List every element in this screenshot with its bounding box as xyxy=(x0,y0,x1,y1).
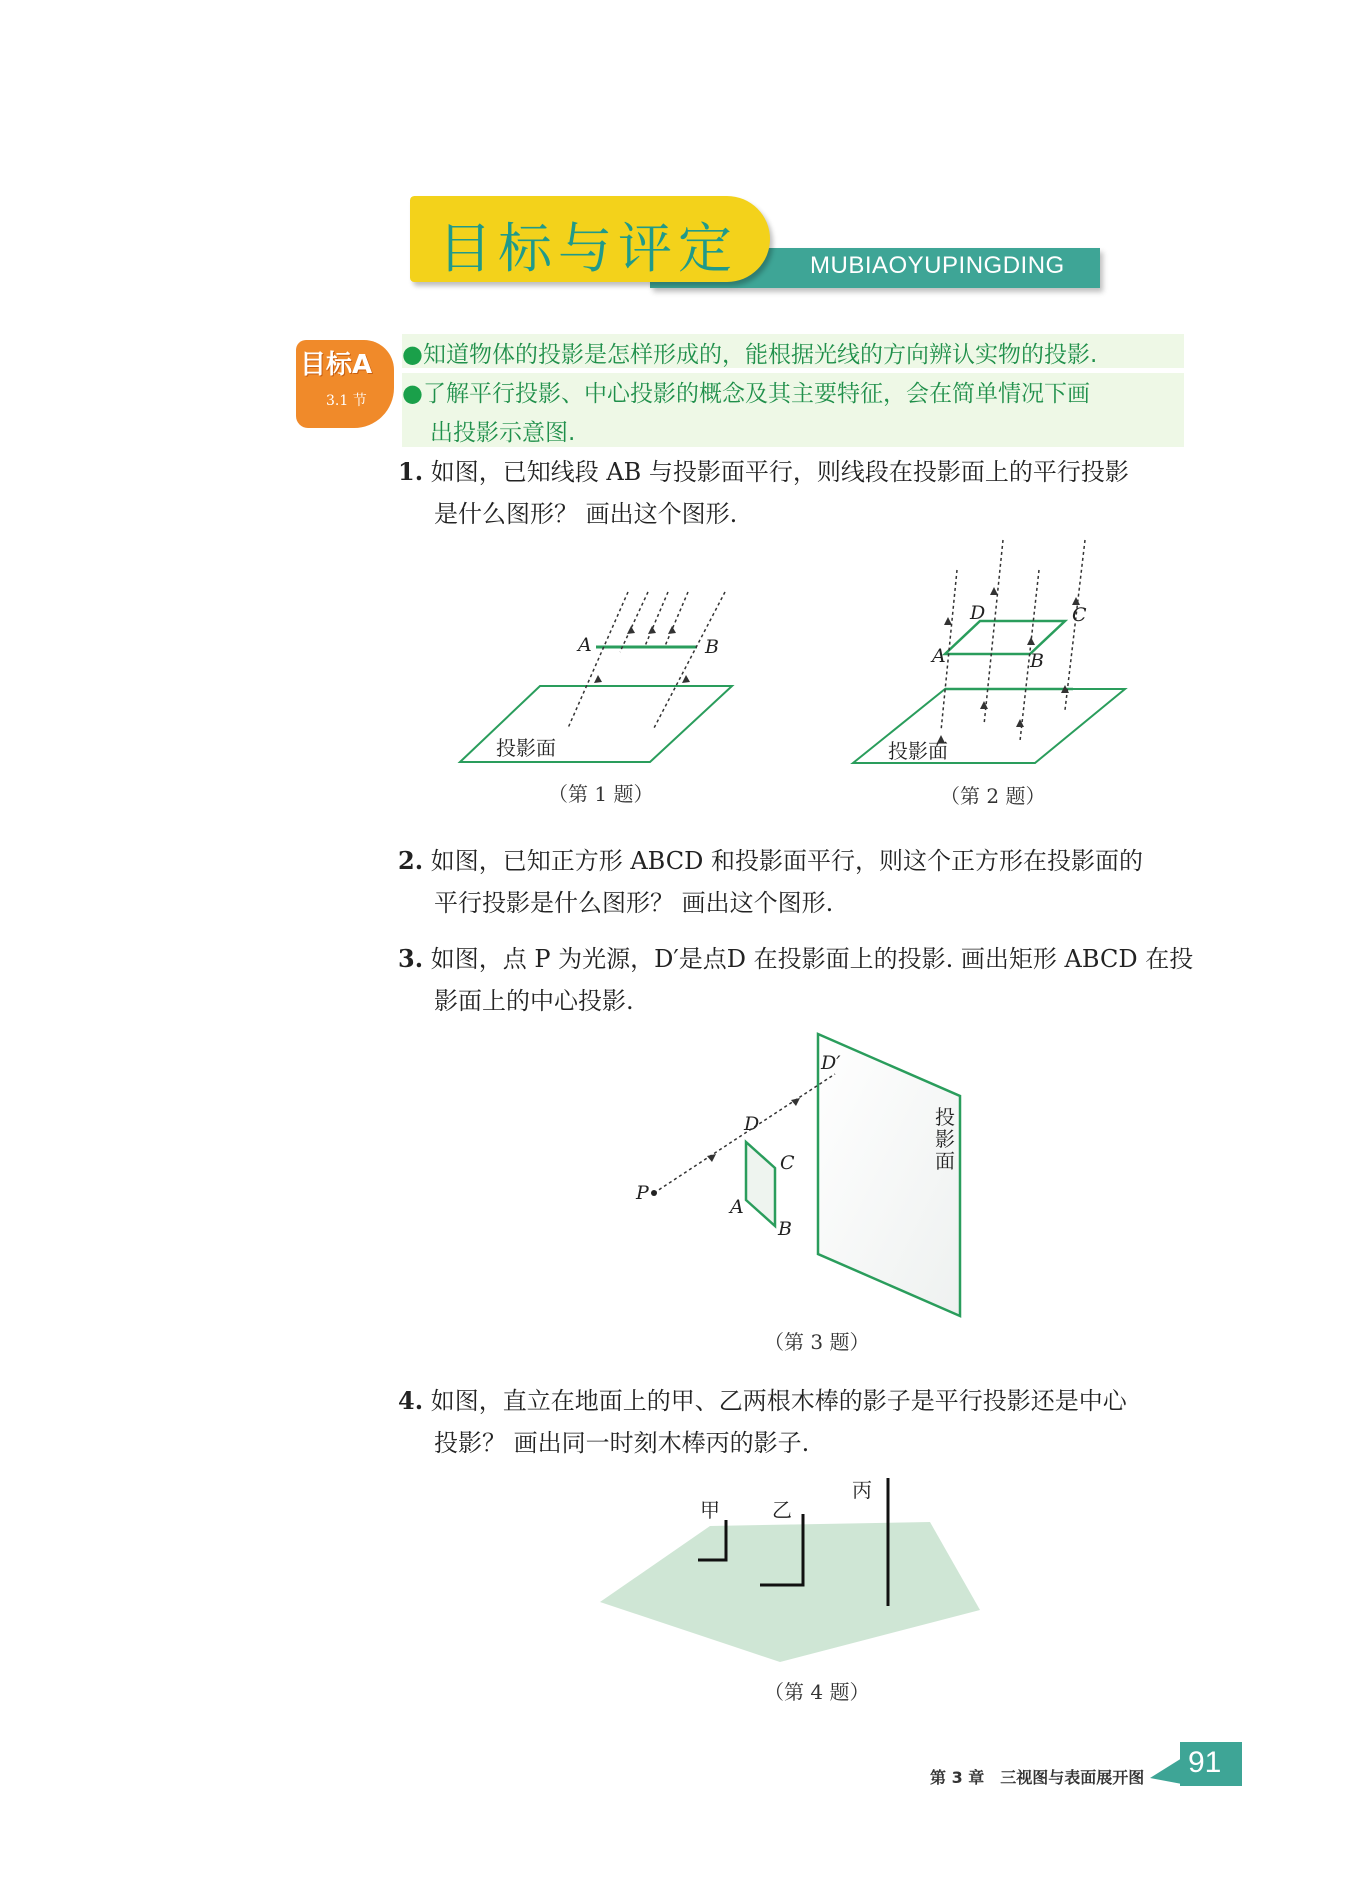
page-number: 91 xyxy=(1188,1746,1222,1779)
fig3-caption: （第 3 题） xyxy=(764,1330,870,1354)
problem-number: 3. xyxy=(398,944,424,973)
footer-triangle-icon xyxy=(1150,1756,1182,1786)
fig1-label-a: A xyxy=(578,634,592,656)
bullet-icon: ● xyxy=(402,379,423,407)
goal-line-2: ●了解平行投影、中心投影的概念及其主要特征，会在简单情况下画 xyxy=(402,379,1090,407)
fig2-square-abcd xyxy=(945,621,1065,654)
goal-line-1: ●知道物体的投影是怎样形成的，能根据光线的方向辨认实物的投影. xyxy=(402,340,1098,368)
problem-line: 如图，点 P 为光源，D′是点D 在投影面上的投影. 画出矩形 ABCD 在投 xyxy=(430,945,1194,973)
problem-2 xyxy=(398,840,1143,882)
fig2-label-a: A xyxy=(932,645,946,667)
fig4-label-yi: 乙 xyxy=(772,1498,792,1522)
fig4-caption: （第 4 题） xyxy=(764,1680,870,1704)
goal-line-3: 出投影示意图. xyxy=(430,420,576,446)
fig3-label-p: P xyxy=(636,1182,649,1204)
fig3-light-source xyxy=(651,1190,657,1196)
problem-line: 如图，已知正方形 ABCD 和投影面平行，则这个正方形在投影面的 xyxy=(430,847,1143,875)
fig2-plane-label: 投影面 xyxy=(888,739,948,763)
problem-number: 1. xyxy=(398,457,424,486)
problem-4-line-2: 投影？ 画出同一时刻木棒丙的影子. xyxy=(434,1429,810,1457)
problem-2-line-2: 平行投影是什么图形？ 画出这个图形. xyxy=(434,889,834,917)
problem-3-line-2: 影面上的中心投影. xyxy=(434,987,634,1015)
goal-badge-section: 3.1 节 xyxy=(326,393,367,409)
fig4-label-bing: 丙 xyxy=(852,1478,872,1502)
fig4-label-jia: 甲 xyxy=(700,1498,720,1522)
fig2-label-b: B xyxy=(1030,650,1044,672)
goal-badge-label: 目标A xyxy=(300,350,373,380)
problem-4 xyxy=(398,1380,1127,1422)
fig4-ground xyxy=(600,1522,980,1662)
problem-1-line-2: 是什么图形？ 画出这个图形. xyxy=(434,500,738,528)
footer-chapter: 第 3 章 三视图与表面展开图 xyxy=(930,1768,1145,1787)
fig3-label-a: A xyxy=(730,1196,744,1218)
header-subtitle: MUBIAOYUPINGDING xyxy=(810,252,1065,279)
problem-number: 4. xyxy=(398,1386,424,1415)
header-title: 目标与评定 xyxy=(438,217,738,280)
fig2-label-d: D xyxy=(970,602,986,624)
problem-3 xyxy=(398,938,1193,980)
fig1-label-b: B xyxy=(705,636,719,658)
problem-1 xyxy=(398,451,1129,493)
figure-3 xyxy=(630,1030,970,1320)
fig3-plane-label: 投影面 xyxy=(935,1105,955,1173)
fig2-caption: （第 2 题） xyxy=(940,784,1046,808)
fig3-label-d: D xyxy=(744,1113,760,1135)
fig3-label-dprime: D′ xyxy=(821,1052,841,1074)
problem-line: 如图，直立在地面上的甲、乙两根木棒的影子是平行投影还是中心 xyxy=(430,1387,1127,1415)
figure-1 xyxy=(450,580,750,770)
fig1-caption: （第 1 题） xyxy=(548,782,654,806)
fig3-projection-plane xyxy=(818,1034,960,1316)
fig3-rectangle-abcd xyxy=(746,1142,775,1226)
fig2-label-c: C xyxy=(1072,604,1087,626)
fig3-label-b: B xyxy=(778,1218,792,1240)
problem-line: 如图，已知线段 AB 与投影面平行，则线段在投影面上的平行投影 xyxy=(430,458,1129,486)
bullet-icon: ● xyxy=(402,340,423,368)
fig1-plane-label: 投影面 xyxy=(496,736,556,760)
fig3-label-c: C xyxy=(780,1152,795,1174)
problem-number: 2. xyxy=(398,846,424,875)
